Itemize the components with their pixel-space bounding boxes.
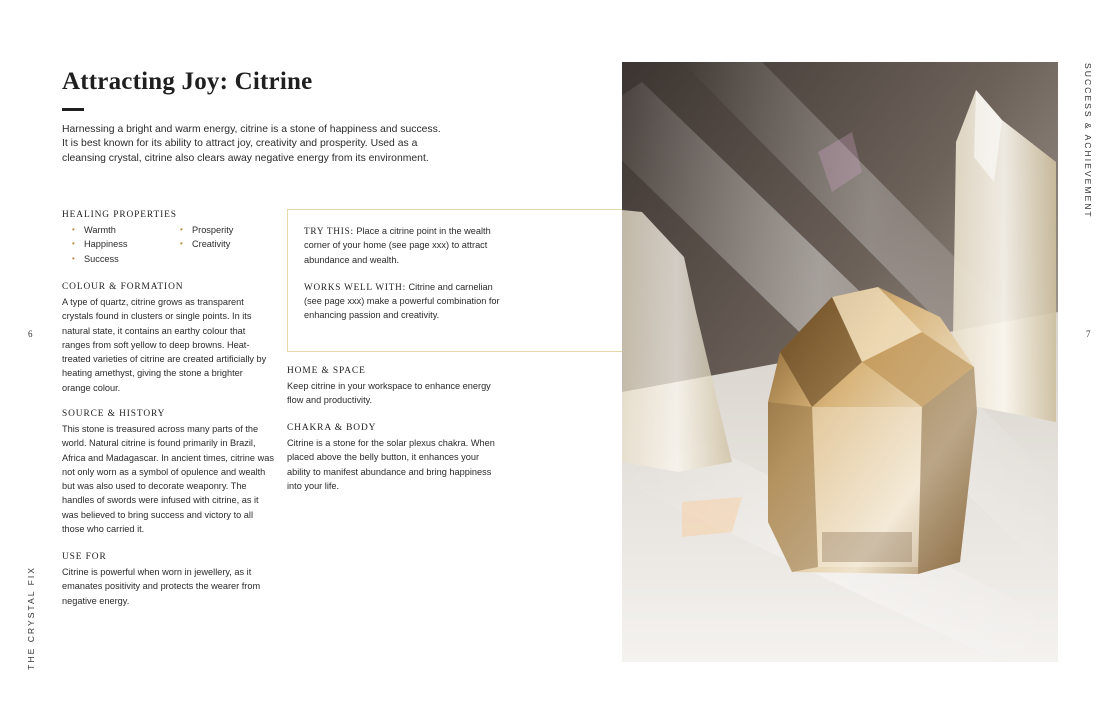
list-item: • Warmth xyxy=(72,223,180,237)
healing-properties-section xyxy=(62,210,272,266)
try-this-text: Place a citrine point in the wealth corner of your home (see page xxx) to attract abundance and wealth. xyxy=(304,226,491,265)
chakra-body-text: Citrine is a stone for the solar plexus chakra. When placed above the belly button, it enhances your ability to manifest abundance and bring happiness into your life. xyxy=(287,438,495,491)
works-well-with-tip xyxy=(304,280,509,323)
list-item: • Success xyxy=(72,252,180,266)
page-number-right: 7 xyxy=(1086,329,1091,339)
colour-formation-heading: COLOUR & FORMATION xyxy=(62,282,184,292)
intro-paragraph: Harnessing a bright and warm energy, citrine is a stone of happiness and success. It is best known for its ability to attract joy, creativity and prosperity. Used as a cleansing crystal, citrine also clears away negative energy from its environment. xyxy=(62,124,441,164)
page-title: Attracting Joy: Citrine xyxy=(62,68,313,95)
works-well-with-text: Citrine and carnelian (see page xxx) make a powerful combination for enhancing passion and creativity. xyxy=(304,281,500,321)
healing-properties-heading: HEALING PROPERTIES xyxy=(62,210,177,220)
colour-formation-text: A type of quartz, citrine grows as transparent crystals found in clusters or single points. In its natural state, it contains an earthy colour that ranges from soft yellow to deep browns. Heat-treated varieties of citrine are created artificially by heating amethyst, giving the stone a brighter orange colour. xyxy=(62,297,267,393)
citrine-crystal-photo xyxy=(622,62,1058,662)
chakra-body-section xyxy=(287,423,505,493)
healing-properties-list xyxy=(72,223,272,266)
use-for-heading: USE FOR xyxy=(62,552,107,562)
home-space-heading: HOME & SPACE xyxy=(287,366,366,376)
running-head-right: SUCCESS & ACHIEVEMENT xyxy=(1083,63,1093,219)
source-history-section xyxy=(62,409,274,536)
list-item: • Happiness xyxy=(72,237,180,251)
use-for-text: Citrine is powerful when worn in jewellery, as it emanates positivity and protects the wearer from negative energy. xyxy=(62,567,261,606)
title-underline xyxy=(62,108,84,111)
colour-formation-section xyxy=(62,282,272,395)
source-history-heading: SOURCE & HISTORY xyxy=(62,409,166,419)
use-for-section xyxy=(62,552,274,608)
list-item: • Creativity xyxy=(180,237,280,251)
home-space-text: Keep citrine in your workspace to enhance energy flow and productivity. xyxy=(287,381,491,406)
chakra-body-heading: CHAKRA & BODY xyxy=(287,423,377,433)
try-this-tip xyxy=(304,224,509,267)
try-this-label: TRY THIS: xyxy=(304,226,354,236)
list-item: • Prosperity xyxy=(180,223,280,237)
home-space-section xyxy=(287,366,505,408)
page-number-left: 6 xyxy=(28,329,33,339)
source-history-text: This stone is treasured across many parts of the world. Natural citrine is found primarily in Brazil, Africa and Madagascar. In ancient times, citrine was not only worn as a symbol of opulence and wealth but was also used to decorate weaponry. The handles of swords were infused with citrine, as it was believed to bring success and victory to all those who carried it. xyxy=(62,424,274,535)
tip-box xyxy=(287,209,651,352)
works-well-with-label: WORKS WELL WITH: xyxy=(304,281,406,292)
running-head-left: THE CRYSTAL FIX xyxy=(26,566,36,670)
